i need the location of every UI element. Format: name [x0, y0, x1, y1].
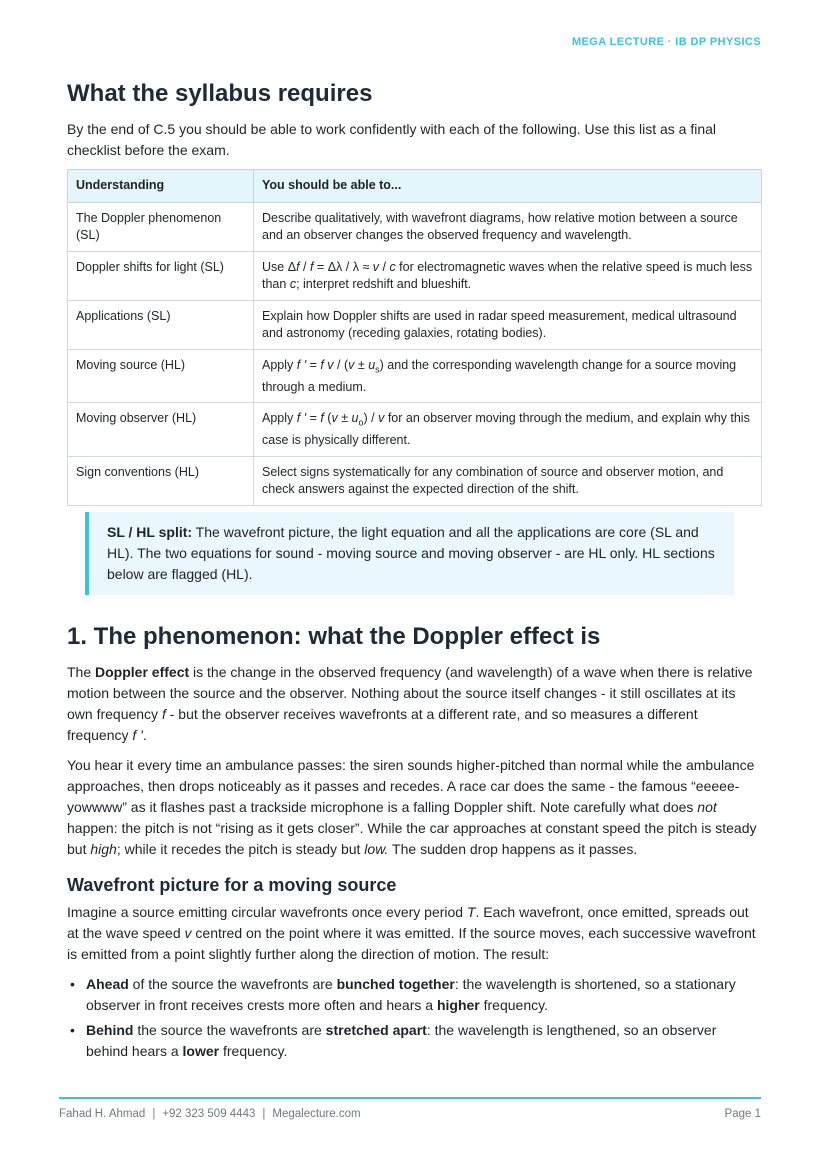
list-item: • Behind the source the wavefronts are stretched apart: the wavelength is lengthened, so an observer behind hears a lower frequency.	[67, 1020, 762, 1062]
column-header-understanding: Understanding	[68, 170, 254, 203]
footer-separator: |	[152, 1108, 156, 1120]
subsection-heading: Wavefront picture for a moving source	[67, 874, 397, 895]
description-cell: Apply f ' = f $(v \pm u_o) / v$ for an observer moving through the medium, and explain why this case is physically different.	[254, 403, 762, 457]
description-cell: Apply f ' = f $v / (v \pm u_s)$ and the corresponding wavelength change for a source moving through a medium.	[254, 349, 762, 403]
syllabus-table	[67, 169, 762, 506]
footer-separator: |	[262, 1108, 266, 1120]
topic-cell: Moving source (HL)	[68, 349, 254, 403]
table-header-row	[68, 170, 762, 203]
paragraph: Imagine a source emitting circular wavefronts once every period T. Each wavefront, once emitted, spreads out at the wave speed v centred on the point where it was emitted. If the source moves, each successive wavefront is emitted from a point slightly further along the direction of motion. The result:	[67, 903, 756, 962]
page-content	[67, 78, 762, 1066]
footer-divider	[59, 1097, 761, 1099]
syllabus-heading: What the syllabus requires	[67, 80, 373, 107]
page-number: Page 1	[724, 1108, 761, 1120]
paragraph: The Doppler effect is the change in the observed frequency (and wavelength) of a wave when there is relative motion between the source and the observer. Nothing about the source itself changes - it still oscillates at its own frequency f - but the observer receives wavefronts at a different rate, and so measures a different frequency f '.	[67, 663, 753, 743]
description-cell: Select signs systematically for any combination of source and observer motion, and check answers against the expected direction of the shift.	[254, 456, 762, 505]
callout-text: The wavefront picture, the light equation and all the applications are core (SL and HL). The two equations for sound - moving source and moving observer - are HL only. HL sections below are flagged (HL).	[107, 523, 715, 582]
topic-cell: Moving observer (HL)	[68, 403, 254, 457]
table-row	[68, 300, 762, 349]
list-item: • Ahead of the source the wavefronts are bunched together: the wavelength is shortened, so a stationary observer in front receives crests more often and hears a higher frequency.	[67, 974, 762, 1016]
sl-hl-callout	[85, 512, 734, 595]
description-cell: Describe qualitatively, with wavefront diagrams, how relative motion between a source and an observer changes the observed frequency and wavelength.	[254, 202, 762, 251]
topic-cell: The Doppler phenomenon (SL)	[68, 202, 254, 251]
syllabus-intro: By the end of C.5 you should be able to work confidently with each of the following. Use this list as a final checklist before the exam.	[67, 121, 717, 158]
topic-cell: Applications (SL)	[68, 300, 254, 349]
paragraph: You hear it every time an ambulance passes: the siren sounds higher-pitched than normal while the ambulance approaches, then drops noticeably as it passes and recedes. A race car does the same - the famous “eeeee-yowwww” as it flashes past a trackside microphone is a falling Doppler shift. Note carefully what does not happen: the pitch is not “rising as it gets closer”. While the car approaches at constant speed the pitch is steady but high; while it recedes the pitch is steady but low. The sudden drop happens as it passes.	[67, 756, 757, 857]
table-row	[68, 403, 762, 457]
table-row	[68, 456, 762, 505]
description-cell: Use Δf / f = Δλ / λ ≈ v / c for electromagnetic waves when the relative speed is much less than c; interpret redshift and blueshift.	[254, 251, 762, 300]
footer-author: Fahad H. Ahmad	[59, 1108, 146, 1120]
running-header: MEGA LECTURE · IB DP PHYSICS	[571, 36, 761, 48]
table-row	[68, 251, 762, 300]
footer-phone: +92 323 509 4443	[162, 1108, 256, 1120]
bullet-list	[67, 974, 762, 1062]
column-header-able-to: You should be able to...	[254, 170, 762, 203]
topic-cell: Doppler shifts for light (SL)	[68, 251, 254, 300]
callout-label: SL / HL split:	[107, 523, 193, 540]
table-row	[68, 349, 762, 403]
page-footer	[59, 1108, 761, 1120]
topic-cell: Sign conventions (HL)	[68, 456, 254, 505]
description-cell: Explain how Doppler shifts are used in radar speed measurement, medical ultrasound and astronomy (receding galaxies, rotating bodies).	[254, 300, 762, 349]
section-heading: 1. The phenomenon: what the Doppler effect is	[67, 622, 601, 650]
footer-website: Megalecture.com	[272, 1108, 361, 1120]
table-row	[68, 202, 762, 251]
